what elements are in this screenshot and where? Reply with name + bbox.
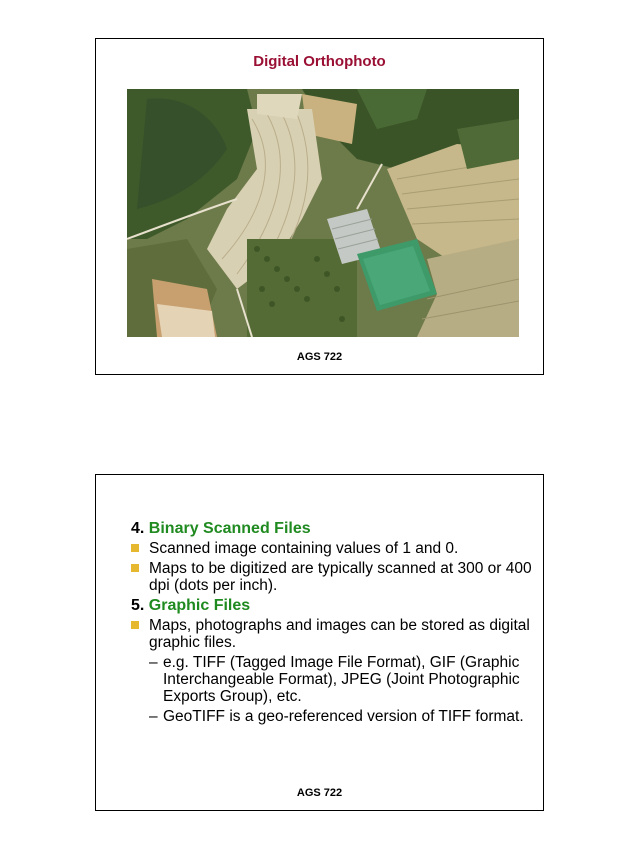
- orthophoto-image: [127, 89, 519, 337]
- slide-footer: AGS 722: [296, 787, 343, 799]
- section-title: Graphic Files: [148, 597, 251, 614]
- sub-bullet-item: [131, 708, 536, 725]
- section-heading-graphic-files: [131, 597, 536, 614]
- slide-title: Digital Orthophoto: [253, 53, 386, 70]
- bullet-item: [131, 540, 536, 557]
- bullet-text: Scanned image containing values of 1 and 0.: [149, 540, 459, 557]
- section-heading-binary-scanned-files: [131, 520, 536, 537]
- slide-content: [131, 520, 536, 728]
- sub-bullet-text: GeoTIFF is a geo-referenced version of TIFF format.: [163, 708, 524, 725]
- section-number: 4.: [131, 520, 145, 537]
- bullet-item: [131, 560, 536, 594]
- sub-bullet-item: [131, 654, 536, 705]
- bullet-item: [131, 617, 536, 651]
- sub-bullet-text: e.g. TIFF (Tagged Image File Format), GIF (Graphic Interchangeable Format), JPEG (Joint Photographic Exports Group), etc.: [163, 654, 520, 705]
- dash-marker: –: [149, 654, 158, 671]
- bullet-square-icon: [131, 544, 139, 552]
- section-title: Binary Scanned Files: [148, 520, 311, 537]
- slide-footer: AGS 722: [296, 351, 343, 363]
- section-number: 5.: [131, 597, 145, 614]
- bullet-square-icon: [131, 564, 139, 572]
- bullet-square-icon: [131, 621, 139, 629]
- bullet-text: Maps, photographs and images can be stored as digital graphic files.: [149, 617, 530, 651]
- dash-marker: –: [149, 708, 158, 725]
- slide-digital-orthophoto: [95, 38, 544, 375]
- bullet-text: Maps to be digitized are typically scanned at 300 or 400 dpi (dots per inch).: [149, 560, 532, 594]
- slide-file-formats: [95, 474, 544, 811]
